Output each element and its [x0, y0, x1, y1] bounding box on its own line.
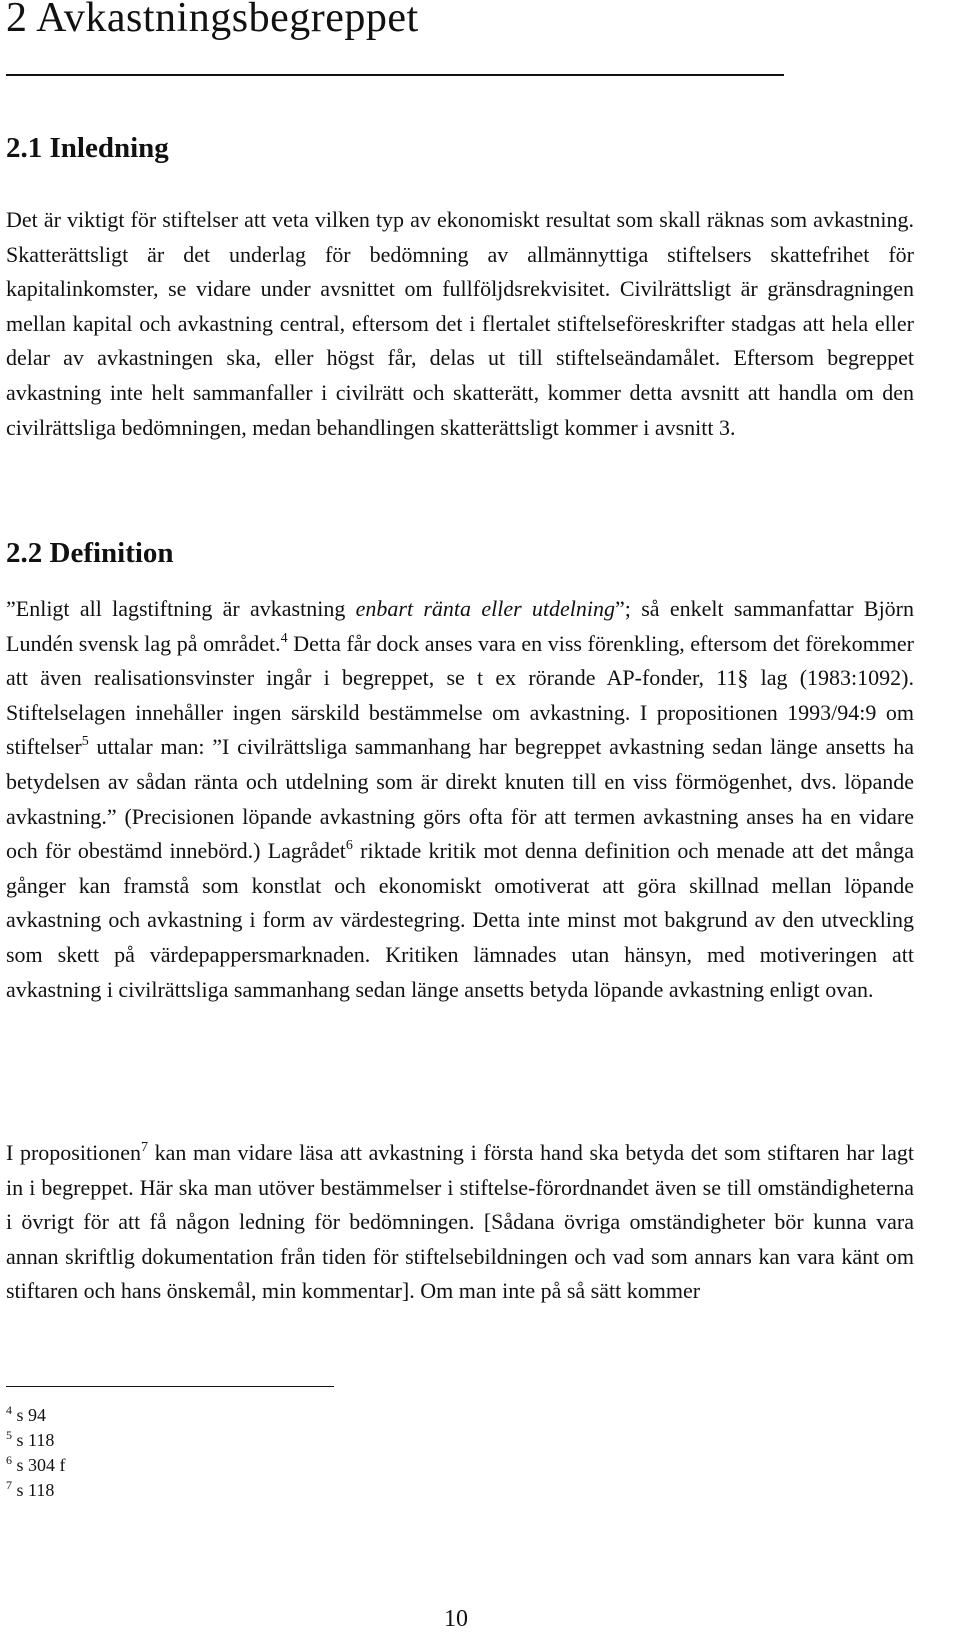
footnote-ref-5[interactable]: 5 — [81, 734, 89, 750]
paragraph-text: riktade kritik mot denna definition och menade att det många gånger kan framstå som konstlat och ekonomiskt omotiverat att göra skillnad mellan löpande avkastning och avkastning i form av värdestegring. Detta inte minst mot bakgrund av den utveckling som skett på värdepappersmarknaden. Kritiken lämnades utan hänsyn, med motiveringen att avkastning i civilrättsliga sammanhang sedan länge ansetts betyda löpande avkastning enligt ovan. — [6, 838, 914, 1002]
paragraph-definition — [6, 592, 914, 1007]
footnote-text: s 118 — [16, 1480, 55, 1500]
footnotes — [6, 1403, 66, 1503]
footnote — [6, 1403, 66, 1428]
footnote-text: s 304 f — [16, 1455, 66, 1475]
footnote — [6, 1428, 66, 1453]
footnote-separator — [6, 1386, 334, 1387]
paragraph-text: kan man vidare läsa att avkastning i första hand ska betyda det som stiftaren har lagt in i begreppet. Här ska man utöver bestämmelser i stiftelse-förordnandet även se till omständigheterna i övrigt för att få någon ledning för bedömningen. [Sådana övriga omständigheter bör kunna vara annan skriftlig dokumentation från tiden för stiftelsebildningen och vad som annars kan vara känt om stiftaren och hans önskemål, min kommentar]. Om man inte på så sätt kommer — [6, 1140, 914, 1304]
footnote-number: 5 — [6, 1428, 12, 1442]
footnote-number: 6 — [6, 1453, 12, 1467]
italic-quote: enbart ränta eller utdelning — [355, 596, 616, 621]
footnote — [6, 1478, 66, 1503]
chapter-title: 2 Avkastningsbegreppet — [6, 0, 419, 41]
footnote-ref-4[interactable]: 4 — [280, 630, 288, 646]
footnote — [6, 1453, 66, 1478]
paragraph-text: ”Enligt all lagstiftning är avkastning — [6, 596, 356, 621]
paragraph-inledning: Det är viktigt för stiftelser att veta vilken typ av ekonomiskt resultat som skall räknas som avkastning. Skatterättsligt är det underlag för bedömning av allmännyttiga stiftelsers skattefrihet för kapitalinkomster, se vidare under avsnittet om fullföljdsrekvisitet. Civilrättsligt är gränsdragningen mellan kapital och avkastning central, eftersom det i flertalet stiftelseföreskrifter stadgas att hela eller delar av avkastningen ska, eller högst får, delas ut till stiftelseändamålet. Eftersom begreppet avkastning inte helt sammanfaller i civilrätt och skatterätt, kommer detta avsnitt att handla om den civilrättsliga bedömningen, medan behandlingen skatterättsligt kommer i avsnitt 3. — [6, 207, 914, 440]
footnote-number: 7 — [6, 1478, 12, 1492]
footnote-ref-7[interactable]: 7 — [140, 1140, 148, 1155]
paragraph-text: ”; så enkelt sammanfattar Björn Lundén svensk lag på området. — [6, 596, 915, 656]
paragraph-text: I propositionen — [6, 1140, 141, 1165]
page-number: 10 — [444, 1606, 468, 1632]
footnote-number: 4 — [6, 1403, 12, 1417]
paragraph-text: uttalar man: ”I civilrättsliga sammanhang har begreppet avkastning sedan länge ansetts ha betydelsen av sådan ränta och utdelning som är direkt knuten till en viss förmögenhet, dvs. löpande avkastning.” (Precisionen löpande avkastning görs ofta för att termen avkastning anses ha en vidare och för obestämd innebörd.) Lagrådet — [6, 734, 914, 864]
paragraph-propositionen — [6, 1136, 914, 1309]
footnote-text: s 94 — [16, 1405, 47, 1425]
footnote-text: s 118 — [16, 1430, 55, 1450]
section-heading-inledning: 2.1 Inledning — [6, 132, 169, 164]
paragraph-text: Detta får dock anses vara en viss förenkling, eftersom det förekommer att även realisationsvinster ingår i begreppet, se t ex rörande AP-fonder, 11§ lag (1983:1092). Stiftelselagen innehåller ingen särskild bestämmelse om avkastning. I propositionen 1993/94:9 om stiftelser — [6, 630, 914, 760]
footnote-ref-6[interactable]: 6 — [345, 838, 353, 854]
section-heading-definition: 2.2 Definition — [6, 537, 174, 569]
title-underline — [6, 74, 784, 76]
